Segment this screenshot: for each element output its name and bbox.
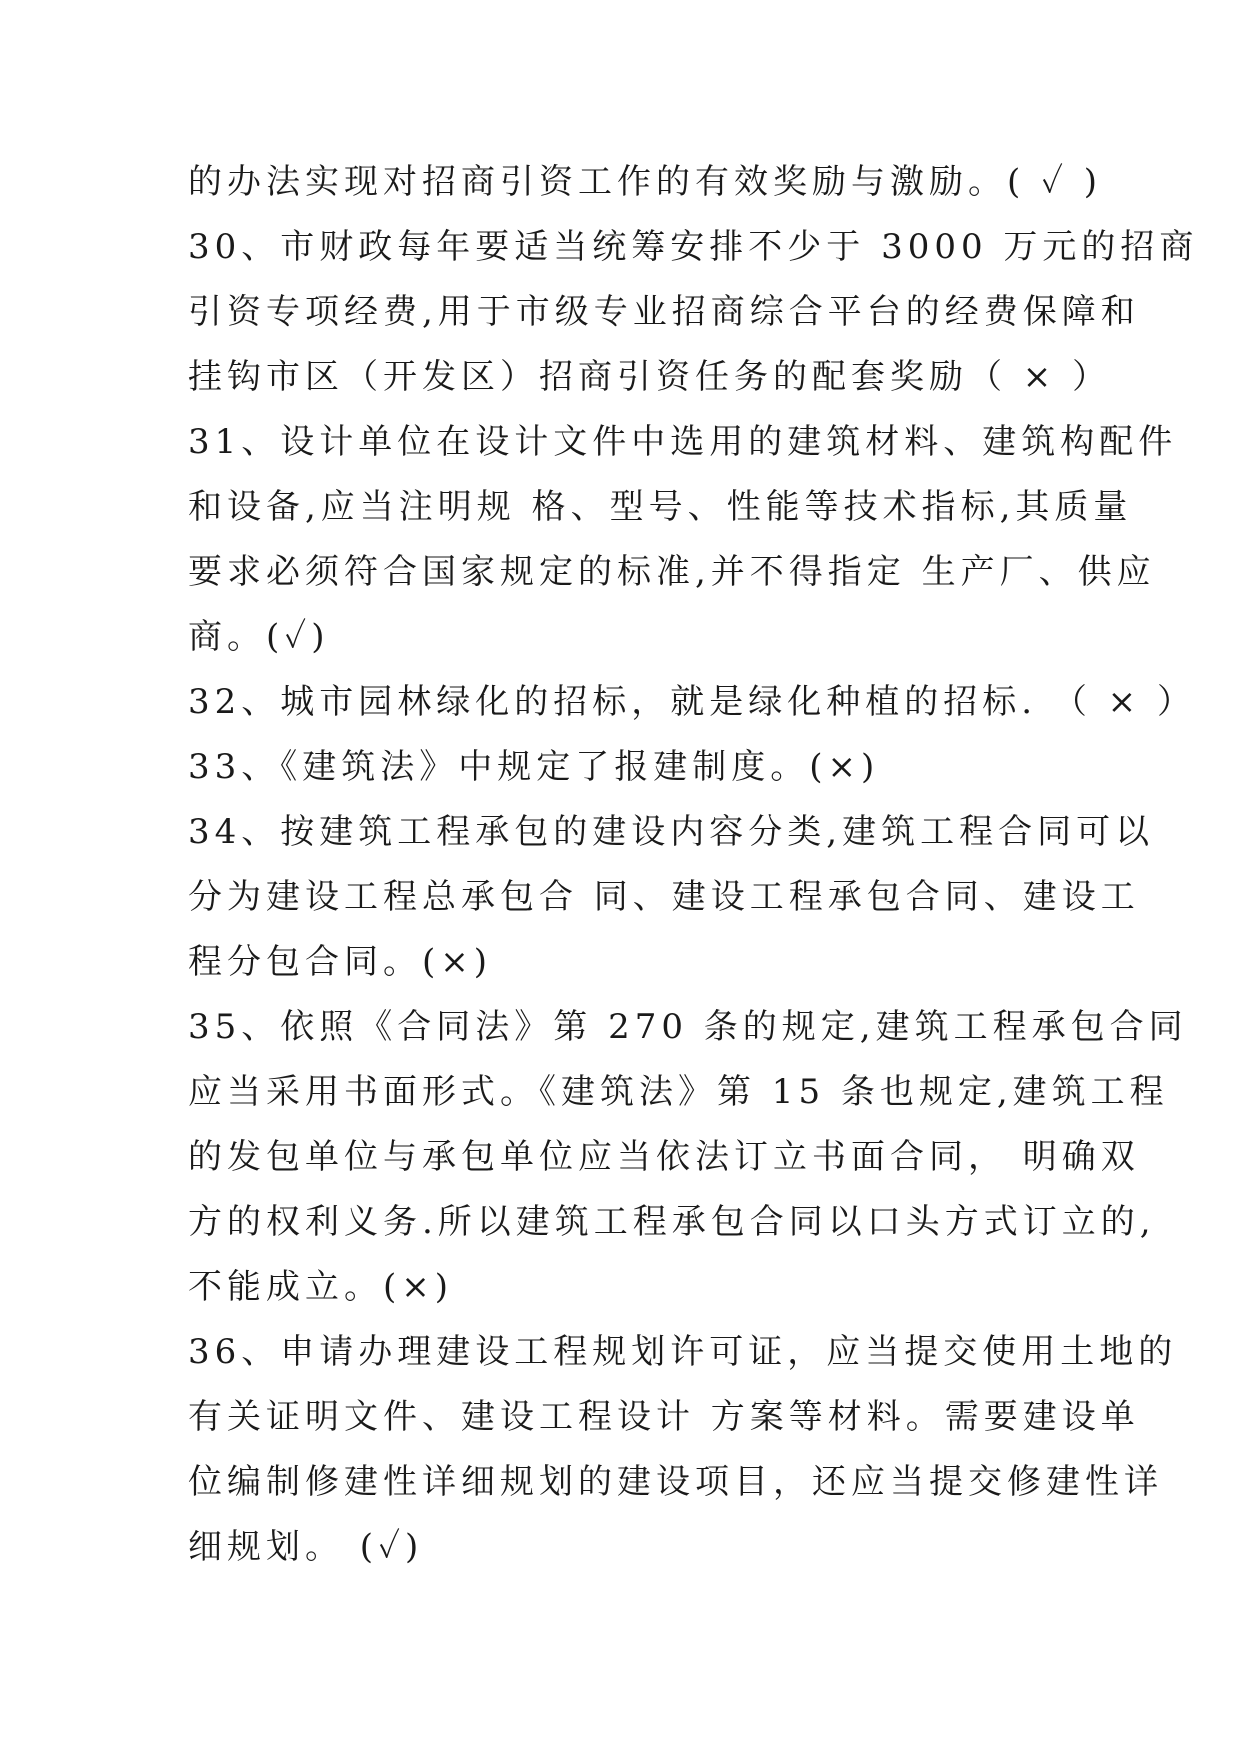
text-line-13: 程分包合同。(×) — [188, 942, 493, 982]
text-line-8: 商。(✓) — [188, 617, 330, 657]
text-line-6: 和设备,应当注明规 格、型号、性能等技术指标,其质量 — [188, 487, 1133, 527]
text-line-10: 33、《建筑法》中规定了报建制度。(×) — [188, 747, 880, 787]
text-line-19: 36、申请办理建设工程规划许可证，应当提交使用土地的 — [188, 1332, 1178, 1372]
text-line-11: 34、按建筑工程承包的建设内容分类,建筑工程合同可以 — [188, 812, 1155, 852]
text-line-18: 不能成立。(×) — [188, 1267, 454, 1307]
text-line-1: 的办法实现对招商引资工作的有效奖励与激励。( ✓ ) — [188, 162, 1103, 202]
text-line-21: 位编制修建性详细规划的建设项目，还应当提交修建性详 — [188, 1462, 1163, 1502]
text-line-17: 方的权利义务.所以建筑工程承包合同以口头方式订立的, — [188, 1202, 1156, 1242]
text-line-7: 要求必须符合国家规定的标准,并不得指定 生产厂、供应 — [188, 552, 1156, 592]
text-line-15: 应当采用书面形式。《建筑法》第 15 条也规定,建筑工程 — [188, 1072, 1169, 1112]
text-line-16: 的发包单位与承包单位应当依法订立书面合同， 明确双 — [188, 1137, 1140, 1177]
text-line-22: 细规划。 (✓) — [188, 1527, 424, 1567]
document-body — [188, 150, 1199, 1580]
text-line-9: 32、城市园林绿化的招标，就是绿化种植的招标. （ × ） — [188, 682, 1196, 722]
text-line-5: 31、设计单位在设计文件中选用的建筑材料、建筑构配件 — [188, 422, 1178, 462]
text-line-2: 30、市财政每年要适当统筹安排不少于 3000 万元的招商 — [188, 227, 1199, 267]
text-line-14: 35、依照《合同法》第 270 条的规定,建筑工程承包合同 — [188, 1007, 1188, 1047]
text-line-3: 引资专项经费,用于市级专业招商综合平台的经费保障和 — [188, 292, 1140, 332]
text-line-20: 有关证明文件、建设工程设计 方案等材料。需要建设单 — [188, 1397, 1140, 1437]
text-line-4: 挂钩市区（开发区）招商引资任务的配套奖励（ × ） — [188, 357, 1112, 397]
text-line-12: 分为建设工程总承包合 同、建设工程承包合同、建设工 — [188, 877, 1140, 917]
